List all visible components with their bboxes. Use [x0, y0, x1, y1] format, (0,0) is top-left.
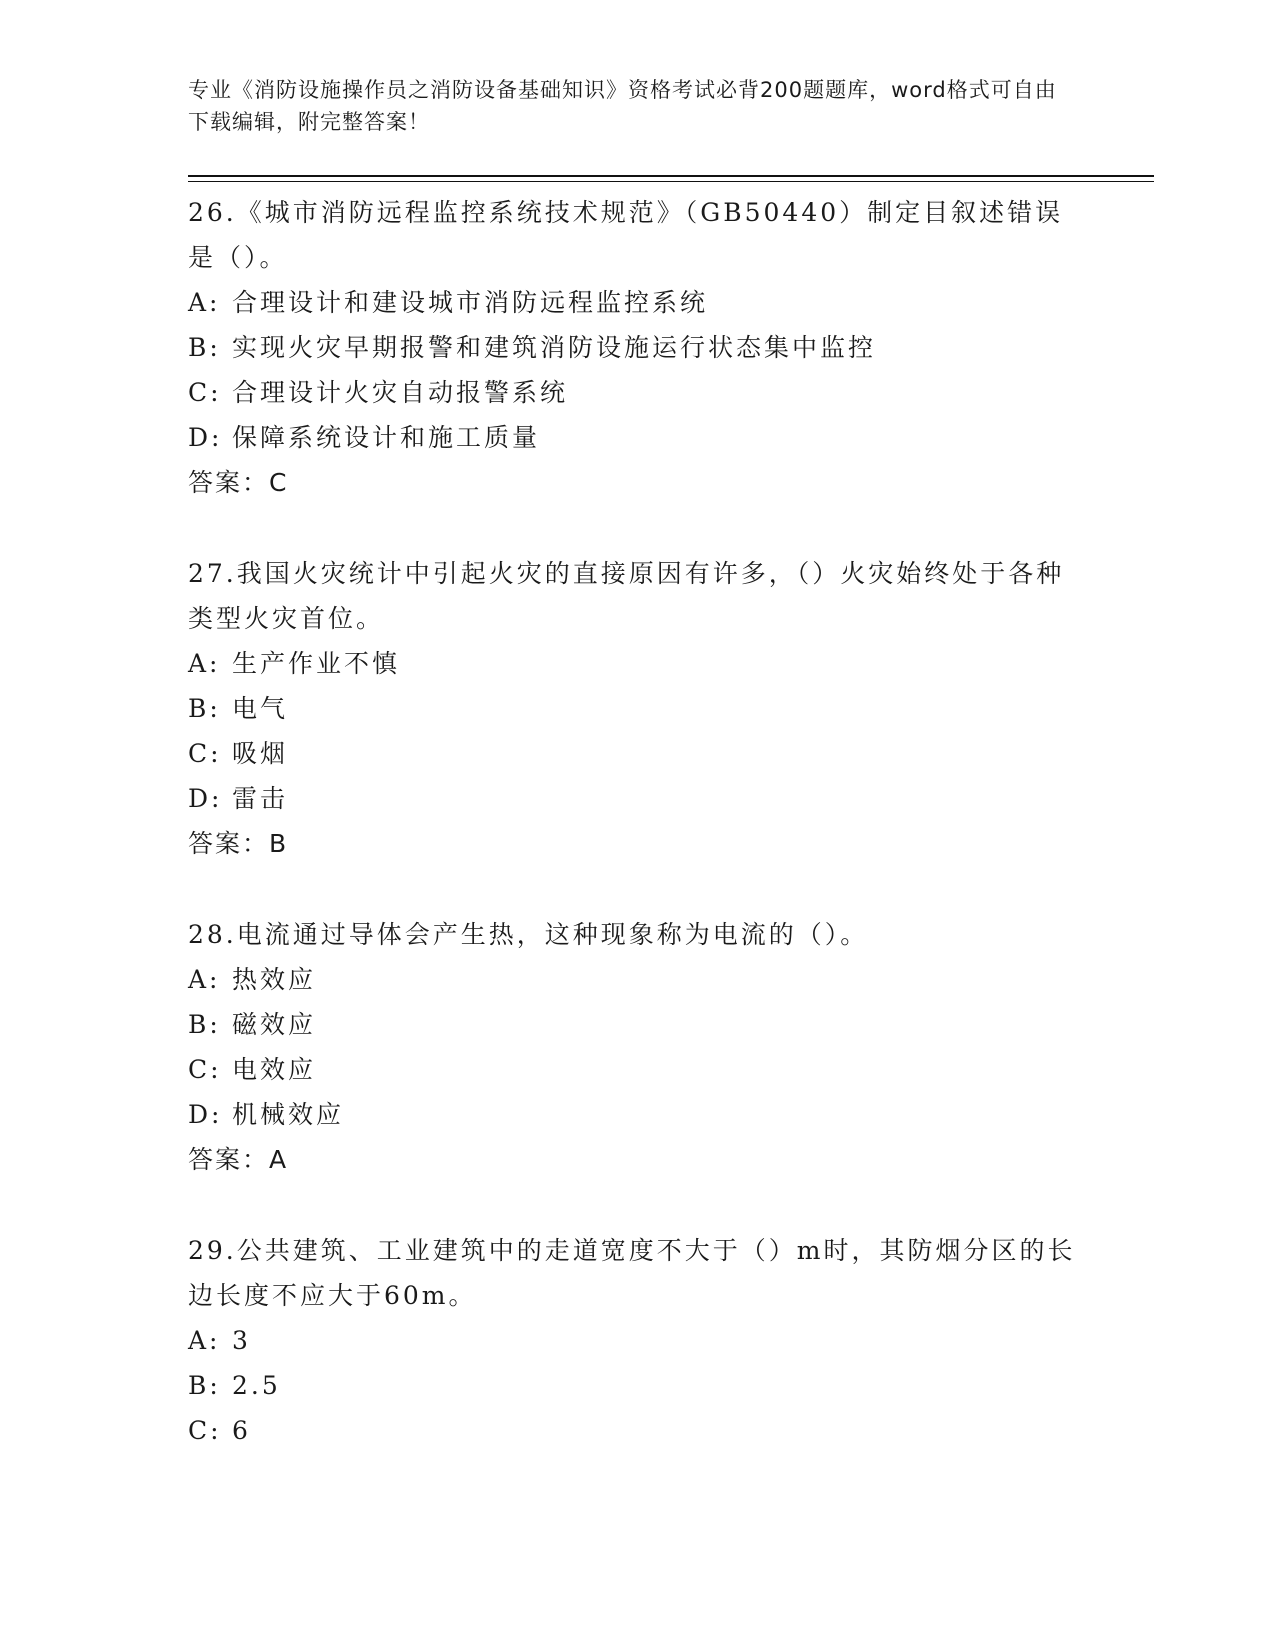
option-letter: A: [188, 1326, 221, 1355]
option-b [188, 686, 1088, 731]
option-letter: A: [188, 965, 221, 994]
option-c [188, 1047, 1088, 1092]
answer-line: 答案：B [188, 829, 289, 858]
option-c [188, 370, 1088, 415]
header-rule-thick [188, 175, 1154, 177]
question-28 [188, 912, 1088, 1182]
option-letter: D: [188, 423, 223, 452]
option-text: 电气 [232, 694, 289, 723]
option-letter: C: [188, 739, 222, 768]
option-text: 机械效应 [232, 1100, 345, 1129]
option-letter: B: [188, 1371, 221, 1400]
option-a [188, 280, 1088, 325]
option-letter: D: [188, 784, 223, 813]
option-text: 电效应 [232, 1055, 317, 1084]
answer-line: 答案：A [188, 1145, 289, 1174]
option-letter: B: [188, 694, 221, 723]
option-text: 保障系统设计和施工质量 [232, 423, 541, 452]
option-text: 雷击 [232, 784, 289, 813]
option-text: 实现火灾早期报警和建筑消防设施运行状态集中监控 [232, 333, 877, 362]
option-letter: C: [188, 1416, 222, 1445]
option-text: 2.5 [232, 1371, 281, 1400]
option-text: 3 [232, 1326, 251, 1355]
question-list [188, 190, 1088, 1499]
answer-line: 答案：C [188, 468, 289, 497]
question-26 [188, 190, 1088, 505]
option-d [188, 1092, 1088, 1137]
option-d [188, 415, 1088, 460]
option-text: 合理设计和建设城市消防远程监控系统 [232, 288, 709, 317]
option-text: 热效应 [232, 965, 317, 994]
option-text: 吸烟 [232, 739, 289, 768]
option-letter: B: [188, 1010, 221, 1039]
option-text: 生产作业不慎 [232, 649, 401, 678]
option-text: 6 [232, 1416, 251, 1445]
option-a [188, 641, 1088, 686]
question-stem: 26.《城市消防远程监控系统技术规范》（GB50440）制定目叙述错误是（）。 [188, 198, 1064, 272]
question-27 [188, 551, 1088, 866]
option-c [188, 1408, 1088, 1453]
option-b [188, 1363, 1088, 1408]
option-a [188, 957, 1088, 1002]
option-d [188, 776, 1088, 821]
option-letter: C: [188, 378, 222, 407]
option-letter: B: [188, 333, 221, 362]
option-letter: C: [188, 1055, 222, 1084]
question-stem: 27.我国火灾统计中引起火灾的直接原因有许多，（）火灾始终处于各种类型火灾首位。 [188, 559, 1065, 633]
option-letter: A: [188, 649, 221, 678]
option-a [188, 1318, 1088, 1363]
option-text: 合理设计火灾自动报警系统 [232, 378, 569, 407]
option-b [188, 325, 1088, 370]
option-b [188, 1002, 1088, 1047]
header-rule-thin [188, 181, 1154, 182]
question-stem: 28.电流通过导体会产生热，这种现象称为电流的（）。 [188, 920, 869, 949]
option-text: 磁效应 [232, 1010, 317, 1039]
option-letter: D: [188, 1100, 223, 1129]
question-29 [188, 1228, 1088, 1453]
question-stem: 29.公共建筑、工业建筑中的走道宽度不大于（）m时，其防烟分区的长边长度不应大于60m。 [188, 1236, 1076, 1310]
document-header: 专业《消防设施操作员之消防设备基础知识》资格考试必背200题题库，word格式可自由下载编辑，附完整答案！ [188, 78, 1057, 134]
option-c [188, 731, 1088, 776]
option-letter: A: [188, 288, 221, 317]
